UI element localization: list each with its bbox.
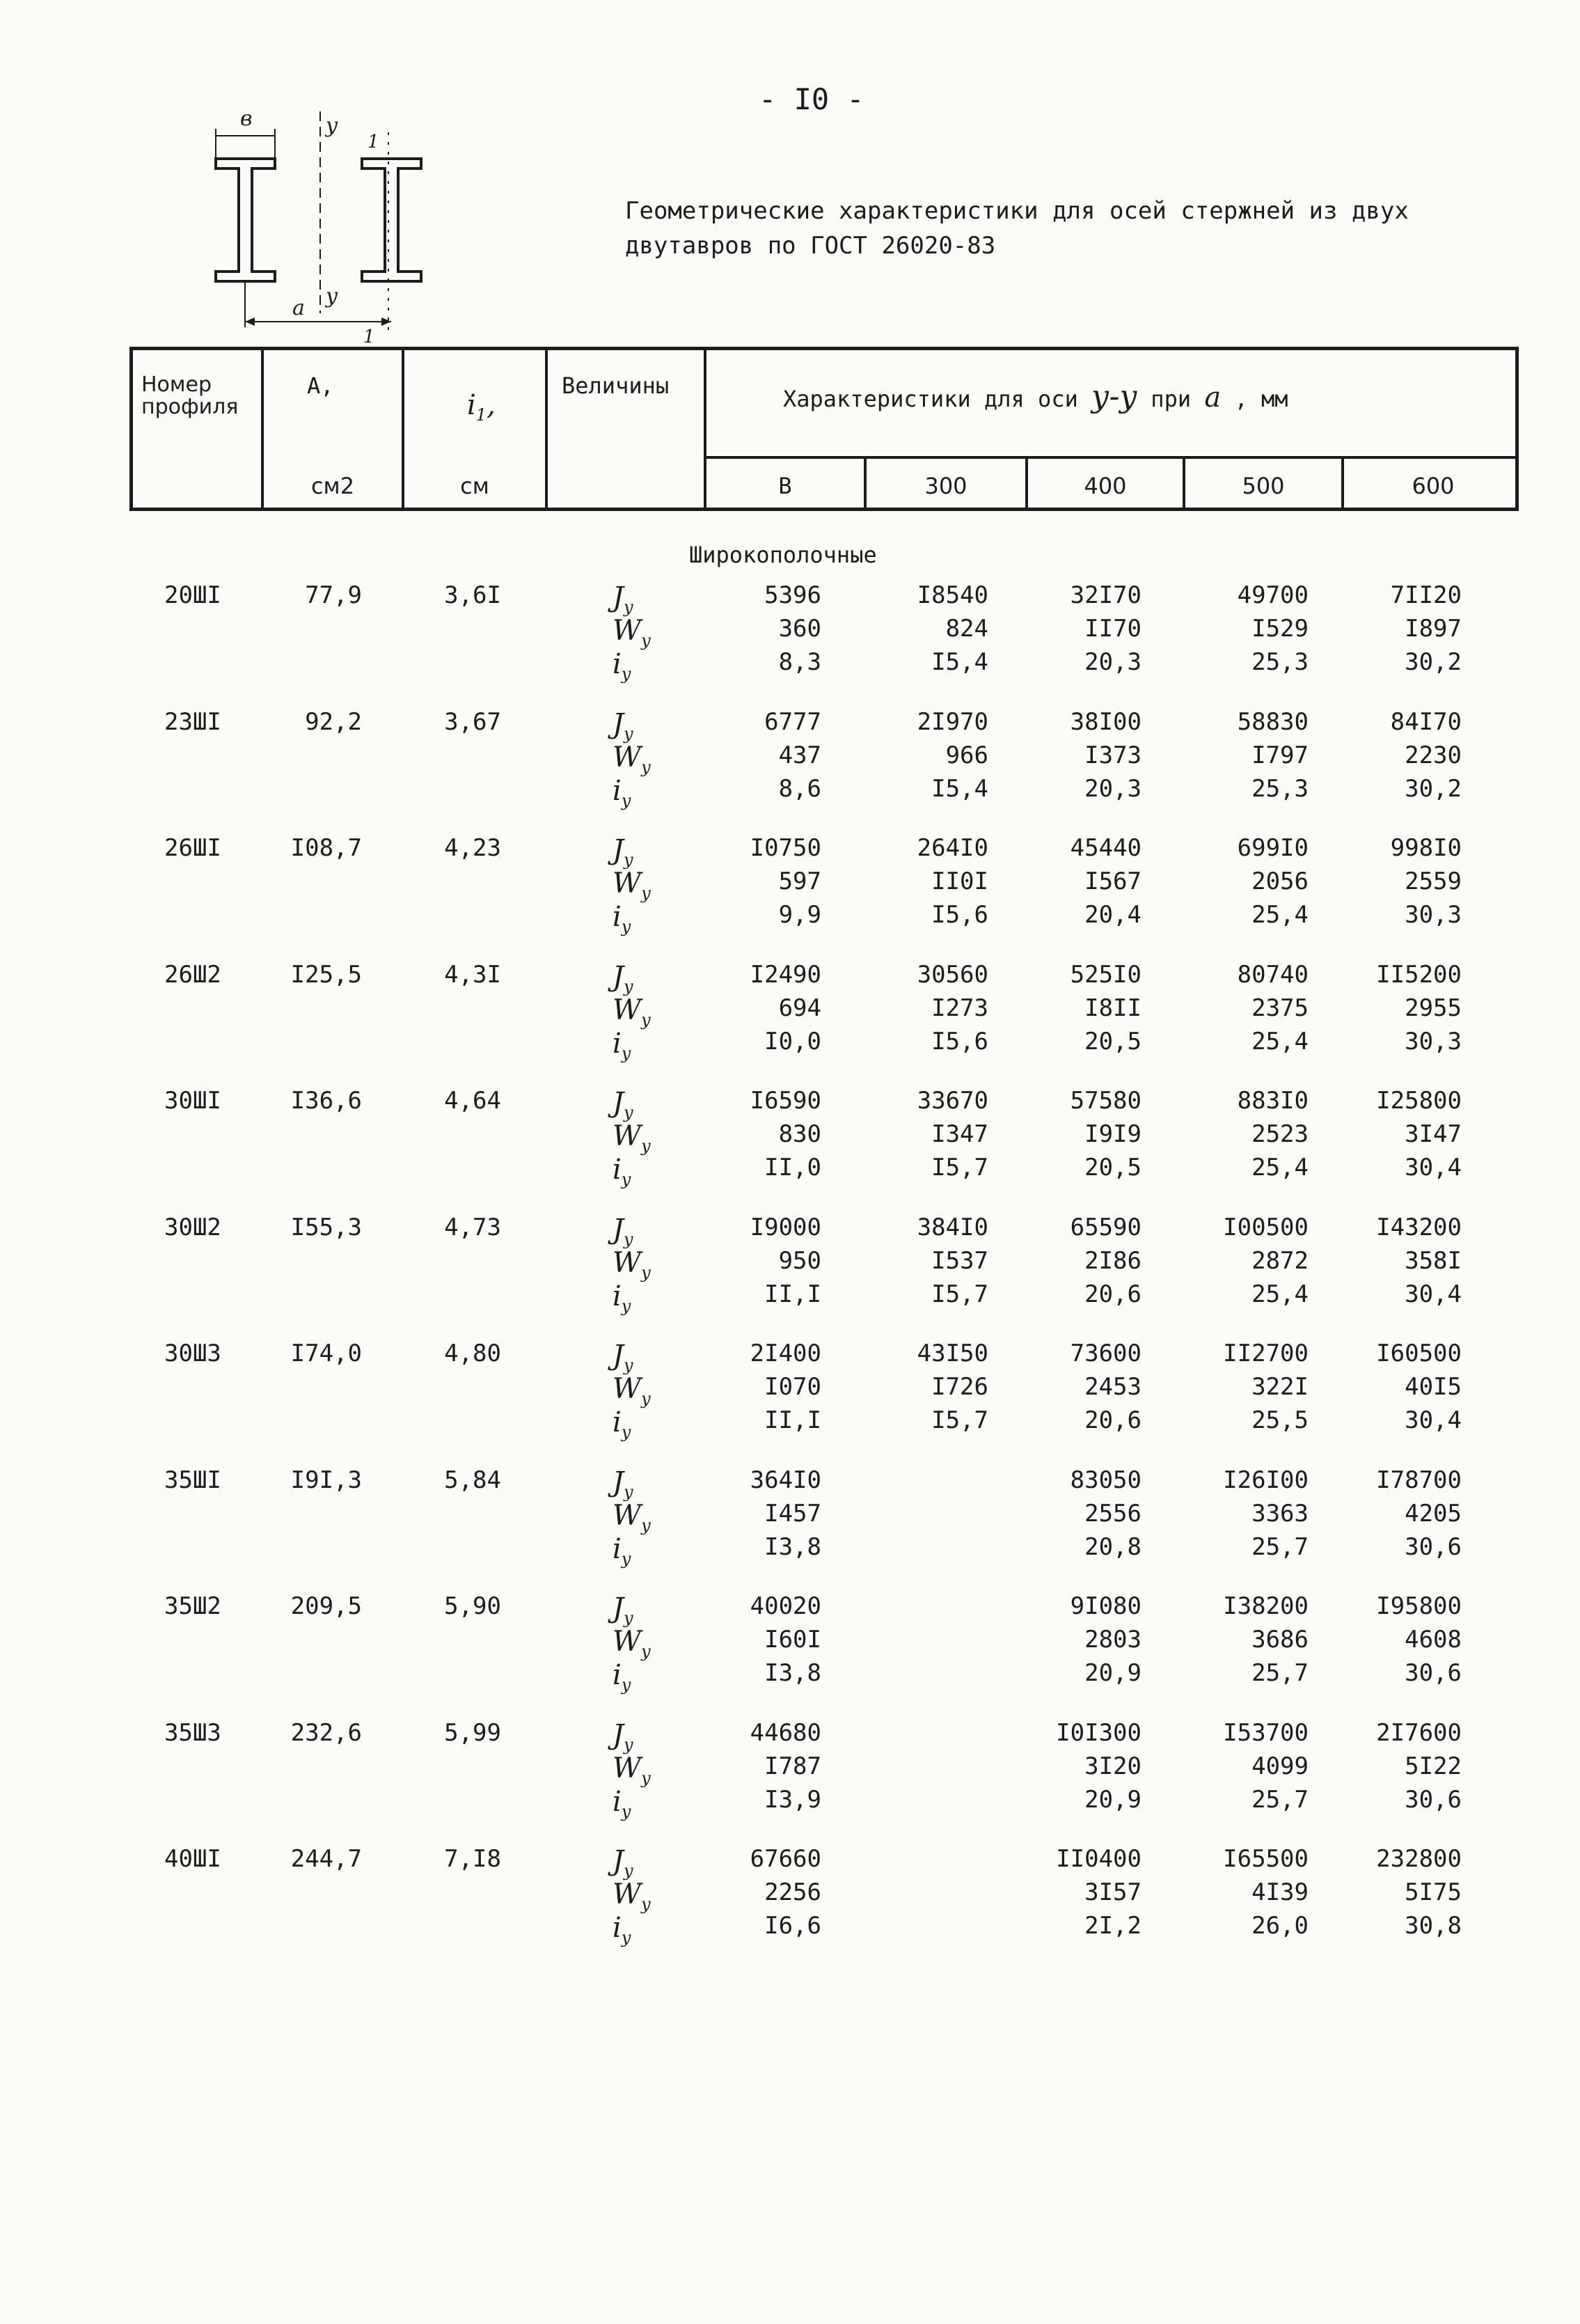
header-area: А,: [307, 372, 334, 399]
header-radius: $i_1$,: [467, 389, 496, 425]
profile-number: 35Ш3: [164, 1718, 221, 1747]
value-w-400: I567: [1084, 867, 1141, 895]
symbol-j: $J_y$: [613, 1340, 633, 1375]
value-j-500: 883I0: [1237, 1087, 1309, 1115]
value-i-b: I3,9: [764, 1785, 821, 1814]
value-w-400: 3I20: [1084, 1752, 1141, 1780]
value-j-400: 73600: [1070, 1340, 1141, 1367]
value-j-300: 43I50: [917, 1340, 988, 1367]
value-j-500: I26I00: [1223, 1466, 1309, 1494]
table-header: [129, 347, 1519, 511]
value-j-b: 44680: [750, 1718, 821, 1747]
label-1-bottom: 1: [363, 327, 375, 345]
value-i-500: 25,3: [1251, 648, 1309, 676]
value-i-600: 30,4: [1405, 1406, 1462, 1434]
value-i-b: II,I: [764, 1406, 821, 1434]
value-j-600: I60500: [1376, 1340, 1462, 1367]
value-w-600: 5I22: [1405, 1752, 1462, 1780]
value-w-b: I070: [764, 1373, 821, 1401]
profile-number: 23ШI: [164, 707, 221, 736]
symbol-w: $W_y$: [613, 1373, 651, 1408]
value-i-b: 8,3: [778, 648, 821, 676]
value-i-600: 30,3: [1405, 1027, 1462, 1055]
area-value: 232,6: [290, 1718, 362, 1747]
label-1-top: 1: [368, 132, 379, 152]
value-w-500: 2056: [1251, 867, 1309, 895]
value-i-b: I3,8: [764, 1659, 821, 1687]
header-col-300: 300: [924, 473, 967, 499]
value-i-500: 25,7: [1251, 1532, 1309, 1561]
symbol-j: $J_y$: [613, 834, 633, 870]
header-area-unit: см2: [310, 473, 355, 499]
value-j-600: 232800: [1376, 1845, 1462, 1873]
radius-value: 3,6I: [444, 581, 501, 609]
table-row: [0, 1340, 1580, 1451]
value-j-500: I53700: [1223, 1718, 1309, 1747]
header-col-500: 500: [1242, 473, 1285, 499]
value-w-b: 360: [778, 615, 821, 643]
symbol-w: $W_y$: [613, 1626, 651, 1661]
radius-value: 4,80: [444, 1340, 501, 1367]
value-i-300: I5,7: [931, 1406, 988, 1434]
header-col-400: 400: [1084, 473, 1127, 499]
value-w-500: 4I39: [1251, 1878, 1309, 1906]
value-w-b: 437: [778, 741, 821, 769]
profile-number: 35ШI: [164, 1466, 221, 1494]
area-value: 92,2: [305, 707, 362, 736]
value-j-b: I0750: [750, 834, 821, 862]
value-w-600: 4608: [1405, 1626, 1462, 1654]
value-j-300: I8540: [917, 581, 988, 609]
value-w-300: I273: [931, 994, 988, 1022]
area-value: I25,5: [290, 960, 362, 989]
radius-value: 5,99: [444, 1718, 501, 1747]
symbol-j: $J_y$: [613, 707, 633, 744]
symbol-j: $J_y$: [613, 1466, 633, 1502]
label-a: а: [292, 296, 305, 320]
profile-number: 26ШI: [164, 834, 221, 862]
value-i-400: 2I,2: [1084, 1912, 1141, 1940]
value-w-400: 2453: [1084, 1373, 1141, 1401]
value-w-300: II0I: [931, 867, 988, 895]
symbol-i: $i_y$: [613, 1406, 631, 1442]
value-w-500: 322I: [1251, 1373, 1309, 1401]
value-j-600: 84I70: [1390, 707, 1462, 736]
area-value: I9I,3: [290, 1466, 362, 1494]
value-i-300: I5,4: [931, 774, 988, 803]
value-j-600: I95800: [1376, 1592, 1462, 1620]
symbol-i: $i_y$: [613, 901, 631, 936]
value-i-600: 30,2: [1405, 648, 1462, 676]
value-w-300: I347: [931, 1120, 988, 1148]
value-w-500: 2523: [1251, 1120, 1309, 1148]
value-w-400: II70: [1084, 615, 1141, 643]
value-w-500: 2872: [1251, 1246, 1309, 1275]
value-i-400: 20,4: [1084, 901, 1141, 929]
value-w-b: 950: [778, 1246, 821, 1275]
symbol-i: $i_y$: [613, 1532, 631, 1569]
value-i-300: I5,7: [931, 1154, 988, 1181]
value-w-600: 358I: [1405, 1246, 1462, 1275]
value-w-600: 5I75: [1405, 1878, 1462, 1906]
symbol-i: $i_y$: [613, 1027, 631, 1063]
value-j-400: 32I70: [1070, 581, 1141, 609]
value-i-500: 25,3: [1251, 774, 1309, 803]
table-row: [0, 1719, 1580, 1830]
value-w-500: 2375: [1251, 994, 1309, 1022]
value-w-500: 3686: [1251, 1626, 1309, 1654]
value-j-b: I9000: [750, 1213, 821, 1241]
symbol-w: $W_y$: [613, 1752, 651, 1788]
value-i-300: I5,4: [931, 648, 988, 676]
radius-value: 4,73: [444, 1213, 501, 1241]
value-i-400: 20,6: [1084, 1280, 1141, 1308]
double-i-beam-diagram: [209, 104, 439, 345]
value-i-b: I6,6: [764, 1912, 821, 1940]
table-row: [0, 834, 1580, 945]
radius-value: 5,90: [444, 1592, 501, 1620]
value-w-600: 2559: [1405, 867, 1462, 895]
value-j-600: 7II20: [1390, 581, 1462, 609]
symbol-j: $J_y$: [613, 581, 633, 617]
value-i-400: 20,8: [1084, 1532, 1141, 1561]
profile-number: 20ШI: [164, 581, 221, 609]
value-w-500: 4099: [1251, 1752, 1309, 1780]
value-i-500: 25,5: [1251, 1406, 1309, 1434]
value-i-400: 20,5: [1084, 1027, 1141, 1055]
profile-number: 30ШI: [164, 1087, 221, 1115]
header-divider: [545, 350, 548, 508]
table-row: [0, 1087, 1580, 1198]
label-b: в: [240, 107, 253, 131]
value-i-600: 30,4: [1405, 1154, 1462, 1181]
value-j-400: I0I300: [1056, 1718, 1141, 1747]
value-j-b: 364I0: [750, 1466, 821, 1494]
profile-number: 30Ш3: [164, 1340, 221, 1367]
table-row: [0, 961, 1580, 1072]
profile-number: 30Ш2: [164, 1213, 221, 1241]
table-title: [625, 194, 1495, 263]
symbol-j: $J_y$: [613, 1592, 633, 1628]
area-value: I36,6: [290, 1087, 362, 1115]
value-i-500: 25,4: [1251, 1280, 1309, 1308]
value-j-300: 264I0: [917, 834, 988, 862]
value-j-600: II5200: [1376, 960, 1462, 989]
value-j-600: I78700: [1376, 1466, 1462, 1494]
label-y-bottom: у: [326, 284, 338, 308]
header-col-600: 600: [1412, 473, 1455, 499]
value-j-600: I43200: [1376, 1213, 1462, 1241]
value-i-b: 8,6: [778, 774, 821, 803]
value-w-b: I60I: [764, 1626, 821, 1654]
radius-value: 4,64: [444, 1087, 501, 1115]
value-i-500: 26,0: [1251, 1912, 1309, 1940]
value-i-500: 25,7: [1251, 1785, 1309, 1814]
value-j-400: 45440: [1070, 834, 1141, 862]
header-characteristics: Характеристики для оси у-у при а , мм: [783, 379, 1288, 414]
value-i-b: I0,0: [764, 1027, 821, 1055]
table-row: [0, 1845, 1580, 1956]
value-j-b: I2490: [750, 960, 821, 989]
table-row: [0, 708, 1580, 819]
value-w-400: 2803: [1084, 1626, 1141, 1654]
value-i-b: II,0: [764, 1154, 821, 1181]
value-j-b: I6590: [750, 1087, 821, 1115]
value-w-b: 830: [778, 1120, 821, 1148]
area-value: I55,3: [290, 1213, 362, 1241]
value-w-600: 3I47: [1405, 1120, 1462, 1148]
symbol-i: $i_y$: [613, 1785, 631, 1821]
symbol-w: $W_y$: [613, 615, 651, 650]
value-j-400: 38I00: [1070, 707, 1141, 736]
header-profile: Номер профиля: [141, 372, 239, 419]
symbol-w: $W_y$: [613, 1246, 651, 1282]
value-w-400: 2556: [1084, 1499, 1141, 1528]
value-w-600: 4205: [1405, 1499, 1462, 1528]
radius-value: 5,84: [444, 1466, 501, 1494]
value-w-400: 2I86: [1084, 1246, 1141, 1275]
symbol-i: $i_y$: [613, 1280, 631, 1316]
value-w-500: 3363: [1251, 1499, 1309, 1528]
value-w-600: 2230: [1405, 741, 1462, 769]
value-j-300: 33670: [917, 1087, 988, 1115]
value-i-b: II,I: [764, 1280, 821, 1308]
value-i-600: 30,6: [1405, 1532, 1462, 1561]
value-j-500: II2700: [1223, 1340, 1309, 1367]
symbol-i: $i_y$: [613, 1659, 631, 1695]
header-divider-horizontal: [704, 456, 1515, 459]
value-i-600: 30,8: [1405, 1912, 1462, 1940]
value-j-500: 80740: [1237, 960, 1309, 989]
value-j-600: 998I0: [1390, 834, 1462, 862]
value-w-500: I797: [1251, 741, 1309, 769]
value-w-600: I897: [1405, 615, 1462, 643]
table-row: [0, 1466, 1580, 1578]
value-j-600: 2I7600: [1376, 1718, 1462, 1747]
header-col-b: В: [778, 473, 792, 499]
value-w-400: I373: [1084, 741, 1141, 769]
value-w-b: 2256: [764, 1878, 821, 1906]
value-i-500: 25,7: [1251, 1659, 1309, 1687]
value-j-400: 83050: [1070, 1466, 1141, 1494]
symbol-j: $J_y$: [613, 1718, 633, 1754]
value-j-500: 49700: [1237, 581, 1309, 609]
value-w-b: 694: [778, 994, 821, 1022]
value-j-400: II0400: [1056, 1845, 1141, 1873]
value-j-600: I25800: [1376, 1087, 1462, 1115]
symbol-j: $J_y$: [613, 1213, 633, 1249]
value-i-300: I5,6: [931, 901, 988, 929]
symbol-j: $J_y$: [613, 960, 633, 996]
value-i-b: I3,8: [764, 1532, 821, 1561]
area-value: 77,9: [305, 581, 362, 609]
value-w-300: 966: [945, 741, 988, 769]
value-w-300: I537: [931, 1246, 988, 1275]
symbol-i: $i_y$: [613, 1154, 631, 1189]
value-j-300: 30560: [917, 960, 988, 989]
symbol-i: $i_y$: [613, 648, 631, 684]
value-w-500: I529: [1251, 615, 1309, 643]
value-i-500: 25,4: [1251, 901, 1309, 929]
value-i-400: 20,3: [1084, 774, 1141, 803]
symbol-w: $W_y$: [613, 867, 651, 903]
value-w-600: 2955: [1405, 994, 1462, 1022]
value-j-500: 58830: [1237, 707, 1309, 736]
value-w-b: I787: [764, 1752, 821, 1780]
symbol-j: $J_y$: [613, 1087, 633, 1122]
value-i-600: 30,3: [1405, 901, 1462, 929]
value-j-400: 65590: [1070, 1213, 1141, 1241]
value-j-500: 699I0: [1237, 834, 1309, 862]
value-i-400: 20,3: [1084, 648, 1141, 676]
value-i-400: 20,6: [1084, 1406, 1141, 1434]
value-w-300: 824: [945, 615, 988, 643]
value-j-b: 40020: [750, 1592, 821, 1620]
table-row: [0, 1214, 1580, 1325]
radius-value: 3,67: [444, 707, 501, 736]
value-j-500: I38200: [1223, 1592, 1309, 1620]
table-row: [0, 581, 1580, 693]
value-j-400: 525I0: [1070, 960, 1141, 989]
value-j-b: 5396: [764, 581, 821, 609]
radius-value: 4,3I: [444, 960, 501, 989]
value-w-b: 597: [778, 867, 821, 895]
symbol-j: $J_y$: [613, 1845, 633, 1881]
value-i-500: 25,4: [1251, 1154, 1309, 1181]
title-line-2: двутавров по ГОСТ 26020-83: [625, 232, 996, 260]
value-i-400: 20,9: [1084, 1785, 1141, 1814]
value-i-400: 20,9: [1084, 1659, 1141, 1687]
area-value: 244,7: [290, 1845, 362, 1873]
value-i-300: I5,7: [931, 1280, 988, 1308]
title-line-1: Геометрические характеристики для осей стержней из двух: [625, 197, 1409, 225]
area-value: I74,0: [290, 1340, 362, 1367]
area-value: 209,5: [290, 1592, 362, 1620]
value-j-500: I00500: [1223, 1213, 1309, 1241]
header-radius-unit: см: [460, 473, 489, 499]
symbol-w: $W_y$: [613, 1120, 651, 1156]
label-y-top: у: [326, 113, 338, 138]
value-i-400: 20,5: [1084, 1154, 1141, 1181]
header-quantities: Величины: [562, 372, 670, 399]
value-j-b: 2I400: [750, 1340, 821, 1367]
value-i-300: I5,6: [931, 1027, 988, 1055]
profile-number: 40ШI: [164, 1845, 221, 1873]
value-j-500: I65500: [1223, 1845, 1309, 1873]
area-value: I08,7: [290, 834, 362, 862]
value-i-600: 30,2: [1405, 774, 1462, 803]
symbol-i: $i_y$: [613, 774, 631, 810]
value-j-b: 67660: [750, 1845, 821, 1873]
value-i-b: 9,9: [778, 901, 821, 929]
value-j-400: 9I080: [1070, 1592, 1141, 1620]
section-label: Широкополочные: [689, 542, 877, 568]
value-i-600: 30,6: [1405, 1659, 1462, 1687]
symbol-i: $i_y$: [613, 1912, 631, 1947]
value-w-400: I9I9: [1084, 1120, 1141, 1148]
value-w-b: I457: [764, 1499, 821, 1528]
value-w-400: I8II: [1084, 994, 1141, 1022]
profile-number: 35Ш2: [164, 1592, 221, 1620]
value-i-600: 30,4: [1405, 1280, 1462, 1308]
value-j-300: 384I0: [917, 1213, 988, 1241]
value-j-300: 2I970: [917, 707, 988, 736]
value-w-600: 40I5: [1405, 1373, 1462, 1401]
page-number: - I0 -: [759, 82, 864, 116]
value-j-400: 57580: [1070, 1087, 1141, 1115]
symbol-w: $W_y$: [613, 994, 651, 1030]
value-i-600: 30,6: [1405, 1785, 1462, 1814]
table-row: [0, 1592, 1580, 1704]
value-i-500: 25,4: [1251, 1027, 1309, 1055]
radius-value: 7,I8: [444, 1845, 501, 1873]
value-j-b: 6777: [764, 707, 821, 736]
symbol-w: $W_y$: [613, 1878, 651, 1914]
symbol-w: $W_y$: [613, 741, 651, 777]
profile-number: 26Ш2: [164, 960, 221, 989]
radius-value: 4,23: [444, 834, 501, 862]
value-w-300: I726: [931, 1373, 988, 1401]
symbol-w: $W_y$: [613, 1499, 651, 1535]
value-w-400: 3I57: [1084, 1878, 1141, 1906]
